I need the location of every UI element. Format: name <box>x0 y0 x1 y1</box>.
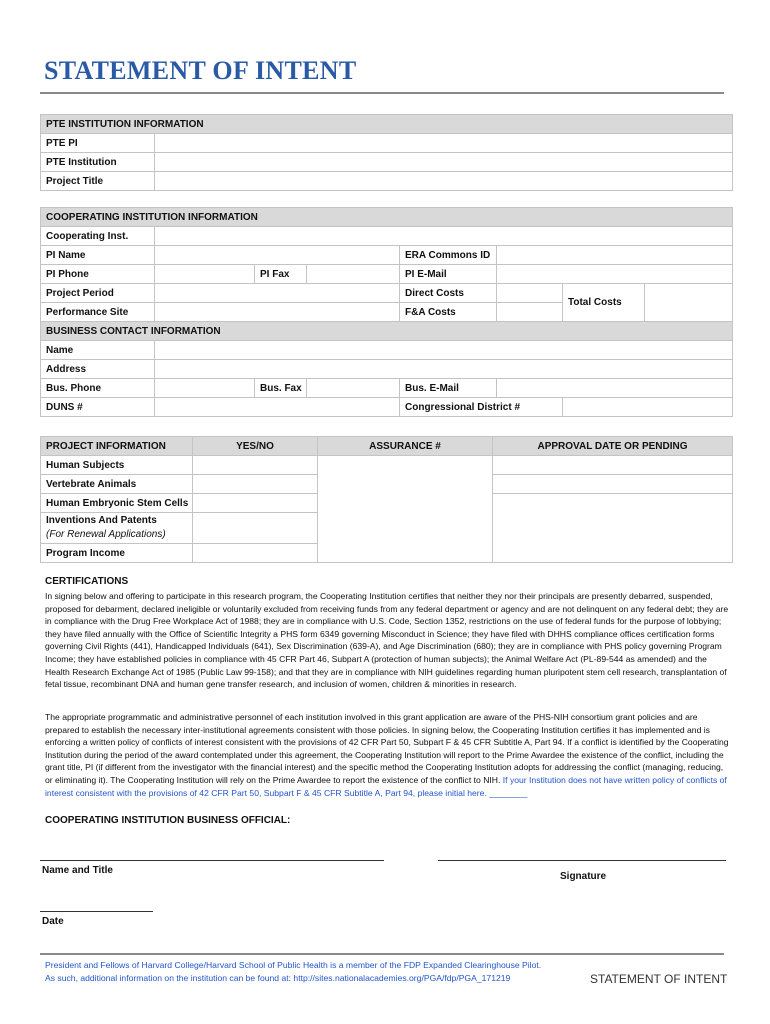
project-title-field[interactable] <box>155 172 733 191</box>
date-line[interactable] <box>40 911 153 912</box>
pi-name-label: PI Name <box>41 246 155 265</box>
pte-institution-table <box>40 114 733 191</box>
coop-inst-field[interactable] <box>155 227 733 246</box>
assurance-field[interactable] <box>318 456 493 563</box>
pte-header: PTE INSTITUTION INFORMATION <box>41 115 733 134</box>
coop-inst-label: Cooperating Inst. <box>41 227 155 246</box>
bus-fax-field[interactable] <box>307 379 400 398</box>
human-subjects-approval[interactable] <box>493 456 733 475</box>
signature-line[interactable] <box>438 860 726 861</box>
project-info-header: PROJECT INFORMATION <box>41 437 193 456</box>
certifications-heading: CERTIFICATIONS <box>45 576 129 587</box>
title-divider <box>40 92 724 94</box>
pi-phone-label: PI Phone <box>41 265 155 284</box>
total-costs-label: Total Costs <box>563 284 645 322</box>
name-title-label: Name and Title <box>42 865 113 876</box>
pi-email-field[interactable] <box>497 265 733 284</box>
date-label: Date <box>42 916 64 927</box>
name-title-line[interactable] <box>40 860 384 861</box>
footer-divider <box>40 953 724 955</box>
renewal-note: (For Renewal Applications) <box>46 529 166 540</box>
program-income-yesno[interactable] <box>193 544 318 563</box>
business-contact-header: BUSINESS CONTACT INFORMATION <box>41 322 733 341</box>
coi-text: The appropriate programmatic and administrative personnel of each institution involved in this grant application are aware of the PHS-NIH consortium grant policies and are prepared to establish the necessary inter-institutional agreements consistent with those policies. In signing below, the Cooperating Institution certifies it has implemented and is enforcing a written policy of conflicts of interest consistent with the provisions of 42 CFR Part 50, Subpart F & 45 CFR Subtitle A, Part 94. If a conflict is identified by the Cooperating Institution during the period of the award contemplated under this agreement, the Cooperating Institution will report to the Prime Awardee the existence of the conflict, including the grant title, PI (if different from the investigator with the financial interest) and the specific method the Cooperating Institution adopts for addressing the conflict (managing, reducing, or eliminating it). The Cooperating Institution will rely on the Prime Awardee to report the existence of the conflict to NIH. <box>45 712 729 785</box>
duns-label: DUNS # <box>41 398 155 417</box>
vertebrate-animals-yesno[interactable] <box>193 475 318 494</box>
contact-name-label: Name <box>41 341 155 360</box>
vertebrate-animals-label: Vertebrate Animals <box>41 475 193 494</box>
stem-cells-label: Human Embryonic Stem Cells <box>41 494 193 513</box>
bus-phone-label: Bus. Phone <box>41 379 155 398</box>
fa-costs-label: F&A Costs <box>400 303 497 322</box>
pi-email-label: PI E-Mail <box>400 265 497 284</box>
yes-no-header: YES/NO <box>193 437 318 456</box>
bus-phone-field[interactable] <box>155 379 255 398</box>
human-subjects-yesno[interactable] <box>193 456 318 475</box>
footer-line-1: President and Fellows of Harvard College/Harvard School of Public Health is a member of the FDP Expanded Clearinghouse Pilot. <box>45 960 542 970</box>
stem-cells-yesno[interactable] <box>193 494 318 513</box>
contact-address-field[interactable] <box>155 360 733 379</box>
signature-label: Signature <box>560 871 607 882</box>
certifications-paragraph-2 <box>45 711 729 799</box>
direct-costs-label: Direct Costs <box>400 284 497 303</box>
cooperating-institution-table <box>40 207 733 417</box>
certifications-paragraph-1: In signing below and offering to participate in this research program, the Cooperating Institution certifies that neither they nor their principals are presently debarred, suspended, proposed for debarment, declared ineligible or voluntarily excluded from receiving funds from any federal department or agency and are not delinquent on any federal debt; they are in compliance with the Drug Free Workplace Act of 1988; they are in compliance with U.S. Code, Section 1352, restrictions on the use of federal funds for the purpose of lobbying; they have filed annually with the Office of Scientific Integrity a PHS form 6349 governing Misconduct in Science; they have filed with DHHS compliance offices certification forms governing Civil Rights (441), Handicapped Individuals (641), Sex Discrimination (639-A), and Age Discrimination (680); they are in compliance with PHS policy governing Program Income; they have established policies in compliance with 45 CFR Part 46, Subpart A (protection of human subjects); the Animal Welfare Act (PL-89-544 as amended) and the Health Research Exchange Act of 1985 (Public Law 99-158); and that they are in compliance with NIH guidelines regarding human pluripotent stem cell research, transplantation of fetal tissue, recombinant DNA and human gene transfer research, and inclusion of women, children & minorities in research. <box>45 591 729 690</box>
pte-institution-field[interactable] <box>155 153 733 172</box>
footer-line-2[interactable]: As such, additional information on the institution can be found at: http://sites.nationalacademies.org/PGA/fdp/PGA_171219 <box>45 973 511 983</box>
project-title-label: Project Title <box>41 172 155 191</box>
pte-pi-field[interactable] <box>155 134 733 153</box>
footer-title: STATEMENT OF INTENT <box>590 972 728 986</box>
direct-costs-field[interactable] <box>497 284 563 303</box>
bus-email-label: Bus. E-Mail <box>400 379 497 398</box>
pi-fax-label: PI Fax <box>255 265 307 284</box>
congressional-district-label: Congressional District # <box>400 398 563 417</box>
project-information-table <box>40 436 733 563</box>
contact-address-label: Address <box>41 360 155 379</box>
performance-site-field[interactable] <box>155 303 400 322</box>
project-period-label: Project Period <box>41 284 155 303</box>
congressional-district-field[interactable] <box>563 398 733 417</box>
contact-name-field[interactable] <box>155 341 733 360</box>
project-period-field[interactable] <box>155 284 400 303</box>
fa-costs-field[interactable] <box>497 303 563 322</box>
duns-field[interactable] <box>155 398 400 417</box>
pi-phone-field[interactable] <box>155 265 255 284</box>
bus-email-field[interactable] <box>497 379 733 398</box>
inventions-patents-label: Inventions And Patents <box>46 515 157 526</box>
pi-fax-field[interactable] <box>307 265 400 284</box>
era-commons-field[interactable] <box>497 246 733 265</box>
bus-fax-label: Bus. Fax <box>255 379 307 398</box>
approval-date-header: APPROVAL DATE OR PENDING <box>493 437 733 456</box>
coi-initial-note: If your Institution does not have written policy of conflicts of interest consistent with the provisions of 42 CFR Part 50, Subpart F & 45 CFR Subtitle A, Part 94, please initial here. ________ <box>45 774 727 798</box>
inventions-patents-yesno[interactable] <box>193 513 318 544</box>
performance-site-label: Performance Site <box>41 303 155 322</box>
page-title: STATEMENT OF INTENT <box>44 56 357 85</box>
business-official-heading: COOPERATING INSTITUTION BUSINESS OFFICIAL: <box>45 815 291 826</box>
assurance-header: ASSURANCE # <box>318 437 493 456</box>
coop-header: COOPERATING INSTITUTION INFORMATION <box>41 208 733 227</box>
vertebrate-animals-approval[interactable] <box>493 475 733 494</box>
pi-name-field[interactable] <box>155 246 400 265</box>
program-income-label: Program Income <box>41 544 193 563</box>
pte-institution-label: PTE Institution <box>41 153 155 172</box>
total-costs-field[interactable] <box>645 284 733 322</box>
era-commons-label: ERA Commons ID <box>400 246 497 265</box>
pte-pi-label: PTE PI <box>41 134 155 153</box>
approval-lower-field[interactable] <box>493 494 733 563</box>
human-subjects-label: Human Subjects <box>41 456 193 475</box>
inventions-patents-cell <box>41 513 193 544</box>
